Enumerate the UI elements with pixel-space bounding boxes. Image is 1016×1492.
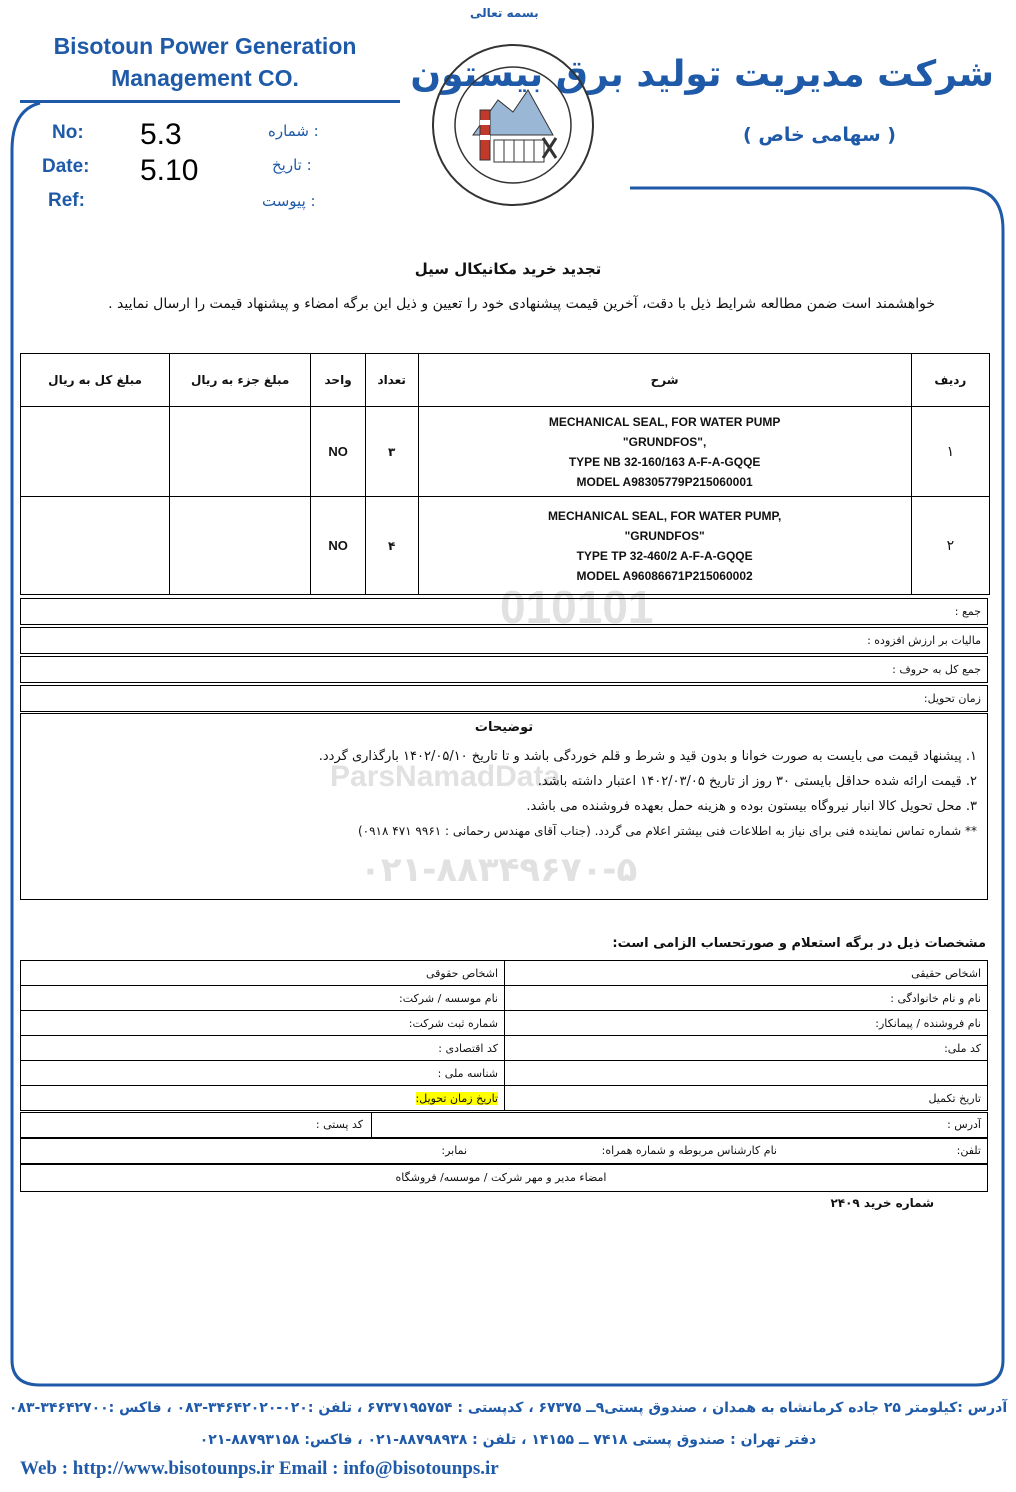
besmeh: بسمه تعالی [470,6,539,20]
ref-label-fa: : پیوست [262,192,316,210]
watermark-brand: ParsNamadData [330,760,561,793]
total-words-row[interactable] [20,656,988,683]
vat-row[interactable] [20,627,988,654]
footer-web-email: Web : http://www.bisotounps.ir Email : info@bisotounps.ir [20,1458,499,1479]
watermark-phone: ۰۲۱-۸۸۳۴۹۶۷۰-۵ [360,850,638,890]
info-right-cell: اشخاص حقیقی [505,961,988,986]
note-item: ۳. محل تحویل کالا انبار نیروگاه بیستون بوده و هزینه حمل بعهده فروشنده می باشد. [526,799,977,814]
item-qty: ۳ [365,407,418,497]
item-unit-price-cell[interactable] [170,497,311,595]
signature-label: امضاء مدیر و مهر شرکت / موسسه/ فروشگاه [395,1171,607,1184]
info-left-cell: اشخاص حقوقی [21,961,505,986]
phone-row[interactable] [20,1138,988,1164]
info-right-cell[interactable] [505,1061,988,1086]
expert-label: نام کارشناس مربوطه و شماره همراه: [601,1144,777,1157]
no-value: 5.3 [140,118,182,151]
delivery-row[interactable] [20,685,988,712]
info-left-cell[interactable] [21,1086,505,1111]
delivery-label: زمان تحویل: [923,692,981,705]
date-label: Date: [42,156,90,177]
intro-text: خواهشمند است ضمن مطالعه شرایط ذیل با دقت، آخرین قیمت پیشنهادی خود را تعیین و ذیل این برگه امضاء و پیشنهاد قیمت را ارسال نمایید . [108,296,935,312]
info-heading: مشخصات ذیل در برگه استعلام و صورتحساب الزامی است: [612,936,986,951]
item-description [418,407,911,497]
item-unit: NO [311,407,366,497]
th-qty: تعداد [365,354,418,407]
info-left-cell[interactable]: نام موسسه / شرکت: [21,986,505,1011]
phone-label: تلفن: [956,1144,981,1157]
sum-row[interactable] [20,598,988,625]
company-name-en-line1: Bisotoun Power Generation [53,33,357,59]
total-words-label: جمع کل به حروف : [892,663,981,676]
postal-code-box[interactable] [21,1113,372,1137]
note-item: ۲. قیمت ارائه شده حداقل بایستی ۳۰ روز از تاریخ ۱۴۰۲/۰۳/۰۵ اعتبار داشته باشد. [537,774,977,789]
info-right-cell[interactable]: تاریخ تکمیل [505,1086,988,1111]
footer-address: آدرس :کیلومتر ۲۵ جاده کرمانشاه به همدان ، صندوق پستی۹ــ ۶۷۳۷۵ ، کدپستی : ۶۷۳۷۱۹۵۷۵۴ ، تلفن :۰۲۰-۳۴۶۴۲۰۲۰-۰۸۳ ، فاکس :۳۴۶۴۲۷۰۰-۰۸۳ [8,1400,1008,1416]
row-number: ۱ [911,407,989,497]
company-name-en-line2: Management CO. [111,65,299,91]
sum-label: جمع : [954,605,981,618]
item-total-price-cell[interactable] [21,497,170,595]
th-row: ردیف [911,354,989,407]
info-left-cell[interactable]: شماره ثبت شرکت: [21,1011,505,1036]
info-right-cell[interactable]: نام و نام خانوادگی : [505,986,988,1011]
info-right-cell[interactable]: کد ملی: [505,1036,988,1061]
item-unit: NO [311,497,366,595]
company-type-fa: ( سهامی خاص ) [743,124,896,146]
signature-row[interactable] [20,1164,988,1192]
purchase-number: شماره خرید ۲۴۰۹ [830,1196,934,1210]
info-left-cell[interactable]: کد اقتصادی : [21,1036,505,1061]
th-desc: شرح [418,354,911,407]
note-item: ۱. پیشنهاد قیمت می بایست به صورت خوانا و بدون قید و شرط و قلم خوردگی باشد و تا تاریخ ۱۴۰۲/۰۵/۱۰ بارگذاری گردد. [318,749,977,764]
table-row [21,497,990,595]
info-right-cell[interactable]: نام فروشنده / پیمانکار: [505,1011,988,1036]
th-unit: واحد [311,354,366,407]
desc-line: TYPE NB 32-160/163 A-F-A-GQQE [568,454,761,469]
th-total-price: مبلغ کل به ریال [21,354,170,407]
item-unit-price-cell[interactable] [170,407,311,497]
delivery-date-label: تاریخ زمان تحویل: [415,1091,498,1105]
postal-code-label: کد پستی : [315,1118,363,1131]
desc-line: TYPE TP 32-460/2 A-F-A-GQQE [576,548,753,563]
no-label-fa: : شماره [268,122,319,140]
item-total-price-cell[interactable] [21,407,170,497]
info-left-cell[interactable]: شناسه ملی : [21,1061,505,1086]
ref-label: Ref: [48,190,85,211]
table-header-row [21,354,990,407]
address-label: آدرس : [947,1118,981,1131]
date-value: 5.10 [140,154,199,187]
notes-title: توضیحات [474,720,534,735]
item-description [418,497,911,595]
desc-line: "GRUNDFOS" [624,528,705,543]
no-label: No: [52,122,84,143]
notes-box [20,713,988,900]
desc-line: MODEL A98305779P215060001 [576,474,753,489]
desc-line: MODEL A96086671P215060002 [576,568,753,583]
desc-line: "GRUNDFOS", [622,434,707,449]
items-table [20,353,990,595]
vendor-info-table [20,960,988,1111]
th-unit-price: مبلغ جزء به ریال [170,354,311,407]
watermark-digits: 010101 [500,581,654,633]
contact-note: ** شماره تماس نماینده فنی برای نیاز به اطلاعات فنی بیشتر اعلام می گردد. (جناب آقای مهندس رحمانی : ۹۹۶۱ ۴۷۱ ۰۹۱۸) [357,824,977,838]
company-name-fa: شرکت مدیریت تولید برق بیستون [410,54,994,95]
document-title: تجدید خرید مکانیکال سیل [414,260,602,278]
item-qty: ۴ [365,497,418,595]
date-label-fa: : تاریخ [272,156,312,174]
desc-line: MECHANICAL SEAL, FOR WATER PUMP [548,414,781,429]
desc-line: MECHANICAL SEAL, FOR WATER PUMP, [547,508,782,523]
fax-label: نمابر: [441,1144,467,1157]
row-number: ۲ [911,497,989,595]
footer-tehran-office: دفتر تهران : صندوق پستی ۷۴۱۸ ــ ۱۴۱۵۵ ، تلفن : ۸۸۷۹۸۹۳۸-۰۲۱ ، فاکس: ۸۸۷۹۳۱۵۸-۰۲۱ [199,1432,817,1448]
table-row [21,407,990,497]
vat-label: مالیات بر ارزش افزوده : [867,634,981,647]
address-row[interactable] [20,1112,988,1138]
